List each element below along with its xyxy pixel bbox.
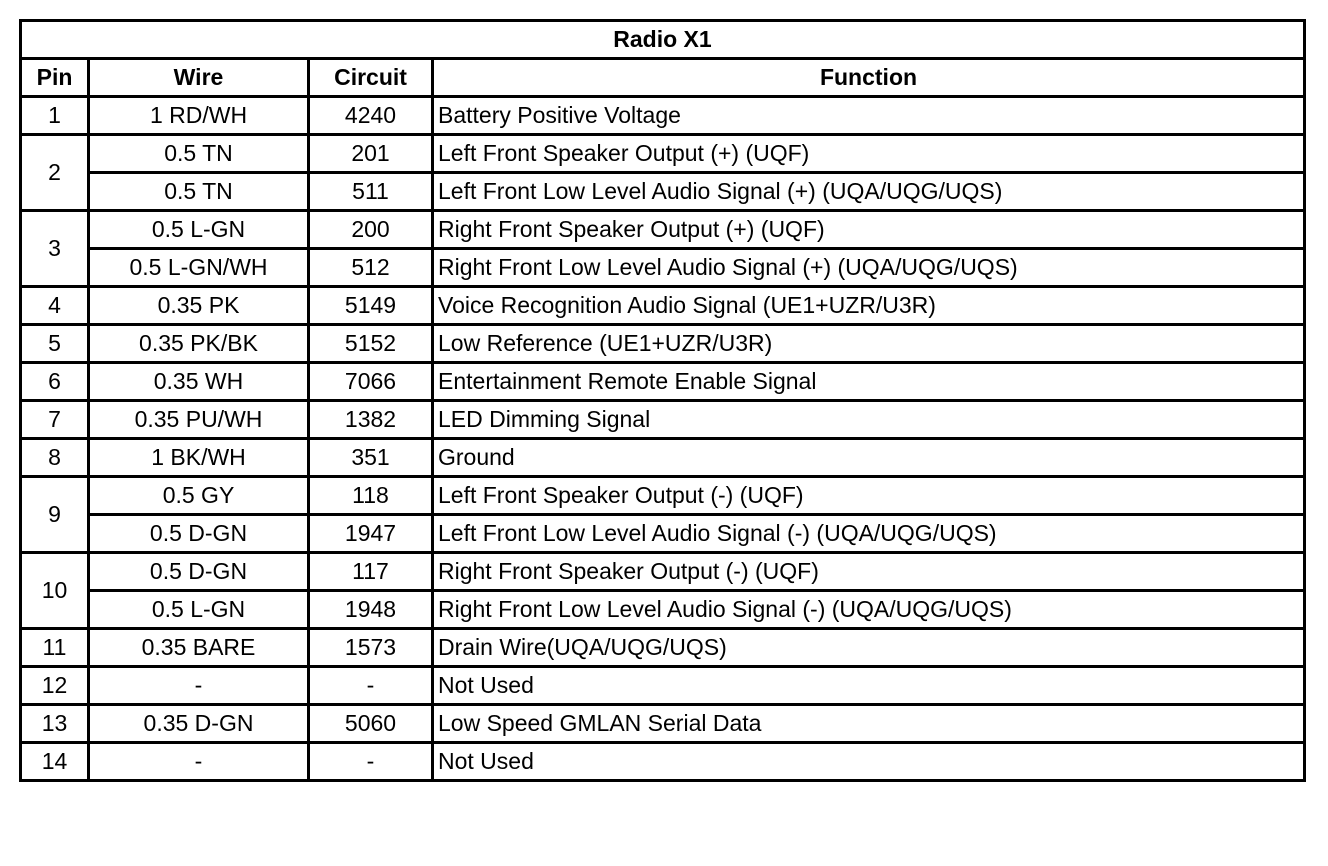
pin-cell: 13 [21,705,89,743]
pin-cell: 1 [21,97,89,135]
wire-cell: 1 RD/WH [89,97,309,135]
pin-cell: 10 [21,553,89,629]
table-body [21,97,1305,781]
wire-cell: 0.35 D-GN [89,705,309,743]
pin-cell: 11 [21,629,89,667]
circuit-cell: 1948 [309,591,433,629]
table-row [21,743,1305,781]
table-header-row [21,59,1305,97]
function-cell: Left Front Speaker Output (+) (UQF) [433,135,1305,173]
wire-cell: - [89,667,309,705]
table-row [21,591,1305,629]
circuit-cell: 511 [309,173,433,211]
function-cell: Ground [433,439,1305,477]
pin-cell: 2 [21,135,89,211]
table-row [21,553,1305,591]
function-cell: Left Front Speaker Output (-) (UQF) [433,477,1305,515]
function-cell: Right Front Low Level Audio Signal (+) (UQA/UQG/UQS) [433,249,1305,287]
circuit-cell: 118 [309,477,433,515]
pin-cell: 6 [21,363,89,401]
pin-cell: 4 [21,287,89,325]
function-cell: Not Used [433,743,1305,781]
circuit-cell: 351 [309,439,433,477]
pin-cell: 9 [21,477,89,553]
wire-cell: 0.5 D-GN [89,515,309,553]
wire-cell: 0.5 L-GN [89,591,309,629]
circuit-cell: 201 [309,135,433,173]
wire-cell: 0.35 BARE [89,629,309,667]
wire-cell: 0.5 TN [89,135,309,173]
pin-cell: 3 [21,211,89,287]
table-row [21,477,1305,515]
circuit-cell: 5149 [309,287,433,325]
function-cell: Drain Wire(UQA/UQG/UQS) [433,629,1305,667]
wire-cell: 0.5 GY [89,477,309,515]
table-row [21,97,1305,135]
function-cell: Left Front Low Level Audio Signal (+) (UQA/UQG/UQS) [433,173,1305,211]
function-cell: Entertainment Remote Enable Signal [433,363,1305,401]
pin-cell: 14 [21,743,89,781]
pinout-table [19,19,1306,782]
table-row [21,287,1305,325]
function-cell: Voice Recognition Audio Signal (UE1+UZR/U3R) [433,287,1305,325]
table-title-row [21,21,1305,59]
pin-cell: 12 [21,667,89,705]
pin-cell: 8 [21,439,89,477]
function-cell: Low Speed GMLAN Serial Data [433,705,1305,743]
wire-column-header: Wire [89,59,309,97]
table-row [21,667,1305,705]
function-column-header: Function [433,59,1305,97]
table-row [21,401,1305,439]
circuit-cell: 5060 [309,705,433,743]
circuit-cell: 200 [309,211,433,249]
table-row [21,135,1305,173]
table-row [21,173,1305,211]
circuit-cell: 1573 [309,629,433,667]
wire-cell: 0.5 TN [89,173,309,211]
circuit-column-header: Circuit [309,59,433,97]
wire-cell: 0.35 PU/WH [89,401,309,439]
table-row [21,515,1305,553]
function-cell: LED Dimming Signal [433,401,1305,439]
wire-cell: 0.35 PK [89,287,309,325]
function-cell: Not Used [433,667,1305,705]
wire-cell: 0.35 PK/BK [89,325,309,363]
table-row [21,629,1305,667]
function-cell: Right Front Low Level Audio Signal (-) (UQA/UQG/UQS) [433,591,1305,629]
wire-cell: - [89,743,309,781]
function-cell: Right Front Speaker Output (+) (UQF) [433,211,1305,249]
wire-cell: 1 BK/WH [89,439,309,477]
wire-cell: 0.5 L-GN [89,211,309,249]
pin-cell: 5 [21,325,89,363]
function-cell: Battery Positive Voltage [433,97,1305,135]
function-cell: Low Reference (UE1+UZR/U3R) [433,325,1305,363]
table-row [21,325,1305,363]
circuit-cell: - [309,667,433,705]
circuit-cell: 5152 [309,325,433,363]
wire-cell: 0.5 L-GN/WH [89,249,309,287]
circuit-cell: 7066 [309,363,433,401]
circuit-cell: 512 [309,249,433,287]
function-cell: Right Front Speaker Output (-) (UQF) [433,553,1305,591]
table-row [21,211,1305,249]
table-row [21,439,1305,477]
table-row [21,363,1305,401]
table-title: Radio X1 [21,21,1305,59]
circuit-cell: 1382 [309,401,433,439]
circuit-cell: 1947 [309,515,433,553]
table-row [21,705,1305,743]
wire-cell: 0.35 WH [89,363,309,401]
wire-cell: 0.5 D-GN [89,553,309,591]
circuit-cell: - [309,743,433,781]
function-cell: Left Front Low Level Audio Signal (-) (UQA/UQG/UQS) [433,515,1305,553]
pin-cell: 7 [21,401,89,439]
circuit-cell: 4240 [309,97,433,135]
pin-column-header: Pin [21,59,89,97]
table-row [21,249,1305,287]
circuit-cell: 117 [309,553,433,591]
